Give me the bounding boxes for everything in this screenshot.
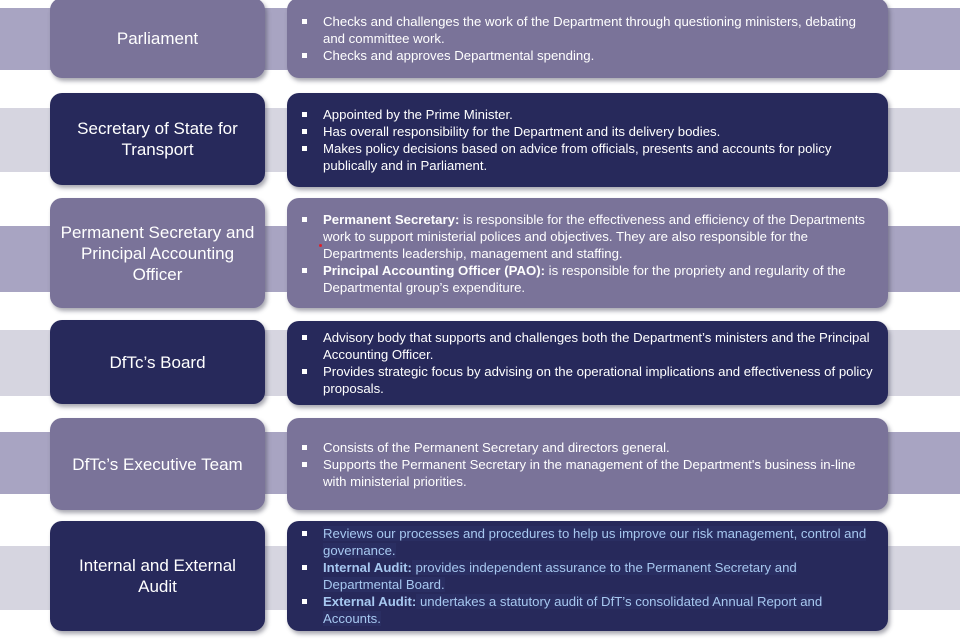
row-label: Internal and External Audit: [79, 556, 236, 596]
bullet-item: Appointed by the Prime Minister.: [323, 106, 874, 123]
bullet-item: Internal Audit: provides independent assurance to the Permanent Secretary and Departmental Board.: [323, 559, 874, 593]
row-label: Secretary of State for Transport: [77, 119, 238, 159]
bullet-item: Advisory body that supports and challenges both the Department’s ministers and the Principal Accounting Officer.: [323, 329, 874, 363]
row-label-box: [50, 418, 265, 510]
bullet-item: Checks and challenges the work of the Department through questioning ministers, debating and committee work.: [323, 13, 874, 47]
row-label-box: [50, 521, 265, 631]
red-mark: [319, 244, 322, 247]
bullet-item: Has overall responsibility for the Department and its delivery bodies.: [323, 123, 874, 140]
row-label-box: [50, 198, 265, 308]
row-description-box: [287, 418, 888, 510]
bullet-item: Consists of the Permanent Secretary and directors general.: [323, 439, 874, 456]
row-description-box: [287, 198, 888, 308]
bullet-item: Reviews our processes and procedures to help us improve our risk management, control and governance.: [323, 525, 874, 559]
row-label: DfTc’s Executive Team: [72, 454, 243, 474]
row-description-box: [287, 0, 888, 78]
bullet-item: Checks and approves Departmental spending.: [323, 47, 874, 64]
row-description-box: [287, 321, 888, 405]
bullet-item: Provides strategic focus by advising on the operational implications and effectiveness of policy proposals.: [323, 364, 873, 396]
row-label: Permanent Secretary and Principal Accounting Officer: [60, 222, 255, 284]
bullet-item: Supports the Permanent Secretary in the management of the Department's business in-line with ministerial priorities.: [323, 456, 874, 490]
row-label-box: [50, 0, 265, 78]
row-label-box: [50, 320, 265, 404]
bullet-item: Makes policy decisions based on advice from officials, presents and accounts for policy publically and in Parliament.: [323, 140, 874, 174]
row-label: DfTc’s Board: [109, 352, 206, 372]
row-description-box: [287, 521, 888, 631]
bullet-item: Permanent Secretary: is responsible for the effectiveness and efficiency of the Departments work to support ministerial polices and objectives. They are also responsible for the Departments leadership, management and staffing.: [323, 211, 874, 262]
bullet-item: Principal Accounting Officer (PAO): is responsible for the propriety and regularity of the Departmental group’s expenditure.: [323, 262, 874, 296]
row-label: Parliament: [116, 28, 199, 48]
row-description-box: [287, 93, 888, 187]
bullet-item: External Audit: undertakes a statutory audit of DfT’s consolidated Annual Report and Accounts.: [323, 593, 874, 627]
row-label-box: [50, 93, 265, 185]
